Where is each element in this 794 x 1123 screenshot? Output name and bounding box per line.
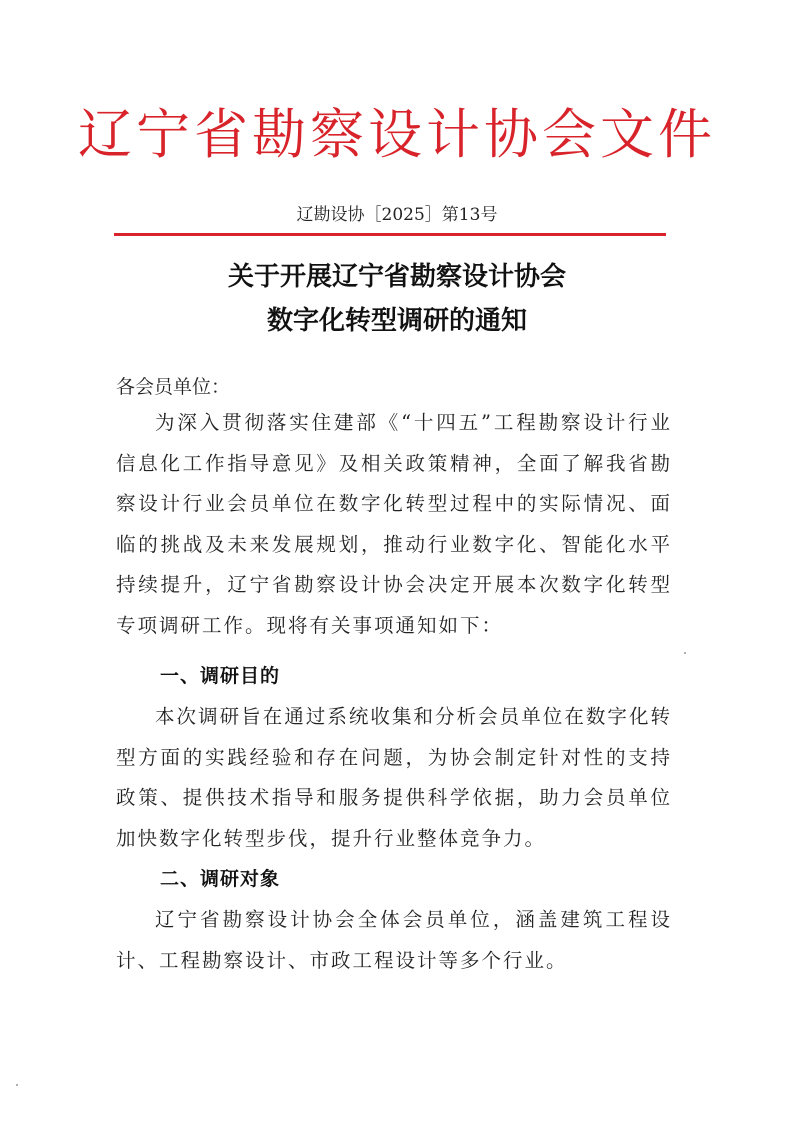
notice-title [0,255,794,343]
section-heading-targets: 二、调研对象 [160,868,281,890]
paragraph-intro: 为深入贯彻落实住建部《“十四五”工程勘察设计行业信息化工作指导意见》及相关政策精神，全面了解我省勘察设计行业会员单位在数字化转型过程中的实际情况、面临的挑战及未来发展规划，推动行业数字化、智能化水平持续提升，辽宁省勘察设计协会决定开展本次数字化转型专项调研工作。现将有关事项通知如下： [116,411,672,637]
salutation: 各会员单位： [116,376,231,398]
masthead-title: 辽宁省勘察设计协会文件 [78,103,716,166]
document-number: 辽勘设协［2025］第13号 [296,205,498,225]
scan-speck [684,652,686,654]
paragraph-targets: 辽宁省勘察设计协会全体会员单位，涵盖建筑工程设计、工程勘察设计、市政工程设计等多个行业。 [116,908,672,972]
title-line-2: 数字化转型调研的通知 [266,306,527,336]
red-divider-line [114,233,666,236]
title-line-1: 关于开展辽宁省勘察设计协会 [227,262,566,292]
paragraph-purpose: 本次调研旨在通过系统收集和分析会员单位在数字化转型方面的实践经验和存在问题，为协会制定针对性的支持政策、提供技术指导和服务提供科学依据，助力会员单位加快数字化转型步伐，提升行业整体竞争力。 [116,705,672,850]
scan-speck [16,1084,18,1086]
section-heading-purpose: 一、调研目的 [160,665,281,687]
